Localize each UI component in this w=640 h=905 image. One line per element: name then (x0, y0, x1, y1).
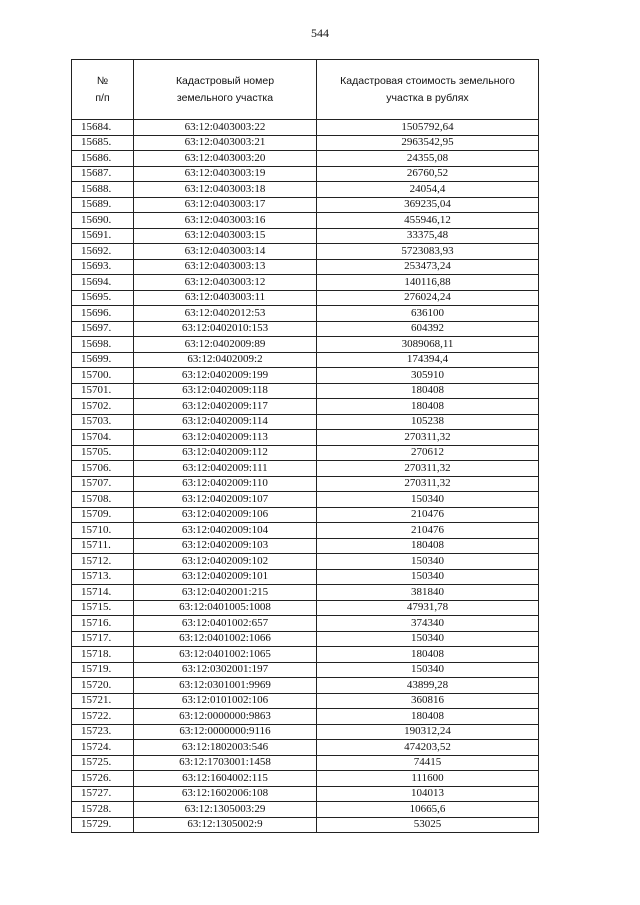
cadastral-value-cell: 3089068,11 (317, 337, 539, 353)
table-row (72, 662, 539, 678)
table-row (72, 476, 539, 492)
row-number-cell: 15727. (72, 786, 134, 802)
row-number-cell: 15688. (72, 182, 134, 198)
table-row (72, 724, 539, 740)
cadastral-value-cell: 24054,4 (317, 182, 539, 198)
table-row (72, 755, 539, 771)
cadastral-value-cell: 604392 (317, 321, 539, 337)
cadastral-value-cell: 381840 (317, 585, 539, 601)
cadastral-number-cell: 63:12:0401002:657 (134, 616, 317, 632)
table-row (72, 414, 539, 430)
header-cadastral-value (317, 60, 539, 120)
cadastral-value-table (71, 59, 539, 833)
table-body (72, 120, 539, 833)
cadastral-value-cell: 150340 (317, 631, 539, 647)
row-number-cell: 15719. (72, 662, 134, 678)
table-row (72, 151, 539, 167)
header-row-number-text: № п/п (95, 74, 110, 104)
cadastral-value-cell: 47931,78 (317, 600, 539, 616)
table-row (72, 383, 539, 399)
row-number-cell: 15707. (72, 476, 134, 492)
row-number-cell: 15685. (72, 135, 134, 151)
cadastral-number-cell: 63:12:0000000:9863 (134, 709, 317, 725)
cadastral-value-cell: 180408 (317, 399, 539, 415)
cadastral-number-cell: 63:12:0302001:197 (134, 662, 317, 678)
cadastral-value-cell: 33375,48 (317, 228, 539, 244)
table-header (72, 60, 539, 120)
cadastral-value-cell: 270311,32 (317, 476, 539, 492)
cadastral-number-cell: 63:12:0402009:111 (134, 461, 317, 477)
cadastral-number-cell: 63:12:0403003:13 (134, 259, 317, 275)
row-number-cell: 15726. (72, 771, 134, 787)
cadastral-value-cell: 210476 (317, 523, 539, 539)
cadastral-number-cell: 63:12:0301001:9969 (134, 678, 317, 694)
table-row (72, 492, 539, 508)
table-row (72, 507, 539, 523)
cadastral-value-cell: 140116,88 (317, 275, 539, 291)
cadastral-value-cell: 270311,32 (317, 461, 539, 477)
row-number-cell: 15711. (72, 538, 134, 554)
cadastral-number-cell: 63:12:1305003:29 (134, 802, 317, 818)
cadastral-number-cell: 63:12:0403003:18 (134, 182, 317, 198)
row-number-cell: 15693. (72, 259, 134, 275)
row-number-cell: 15704. (72, 430, 134, 446)
cadastral-value-cell: 253473,24 (317, 259, 539, 275)
cadastral-value-cell: 636100 (317, 306, 539, 322)
row-number-cell: 15716. (72, 616, 134, 632)
row-number-cell: 15708. (72, 492, 134, 508)
row-number-cell: 15717. (72, 631, 134, 647)
cadastral-value-cell: 150340 (317, 662, 539, 678)
row-number-cell: 15684. (72, 120, 134, 136)
cadastral-value-cell: 2963542,95 (317, 135, 539, 151)
cadastral-value-cell: 150340 (317, 569, 539, 585)
cadastral-number-cell: 63:12:0402009:102 (134, 554, 317, 570)
cadastral-value-cell: 270612 (317, 445, 539, 461)
row-number-cell: 15706. (72, 461, 134, 477)
table-row (72, 166, 539, 182)
cadastral-value-cell: 369235,04 (317, 197, 539, 213)
cadastral-number-cell: 63:12:0401002:1066 (134, 631, 317, 647)
row-number-cell: 15720. (72, 678, 134, 694)
row-number-cell: 15697. (72, 321, 134, 337)
table-row (72, 709, 539, 725)
row-number-cell: 15705. (72, 445, 134, 461)
cadastral-number-cell: 63:12:0402001:215 (134, 585, 317, 601)
cadastral-value-cell: 43899,28 (317, 678, 539, 694)
table-row (72, 120, 539, 136)
table-row (72, 275, 539, 291)
cadastral-number-cell: 63:12:0401005:1008 (134, 600, 317, 616)
table-row (72, 600, 539, 616)
row-number-cell: 15686. (72, 151, 134, 167)
table-row (72, 399, 539, 415)
cadastral-number-cell: 63:12:0403003:19 (134, 166, 317, 182)
cadastral-number-cell: 63:12:0403003:22 (134, 120, 317, 136)
cadastral-number-cell: 63:12:0402009:104 (134, 523, 317, 539)
cadastral-number-cell: 63:12:0402009:106 (134, 507, 317, 523)
row-number-cell: 15712. (72, 554, 134, 570)
table-row (72, 523, 539, 539)
table-row (72, 631, 539, 647)
cadastral-value-cell: 180408 (317, 383, 539, 399)
header-row-number (72, 60, 134, 120)
cadastral-number-cell: 63:12:0403003:12 (134, 275, 317, 291)
table-row (72, 802, 539, 818)
table-row (72, 259, 539, 275)
cadastral-value-cell: 105238 (317, 414, 539, 430)
cadastral-number-cell: 63:12:0402009:118 (134, 383, 317, 399)
cadastral-number-cell: 63:12:0402009:101 (134, 569, 317, 585)
cadastral-value-cell: 180408 (317, 538, 539, 554)
cadastral-value-cell: 111600 (317, 771, 539, 787)
cadastral-number-cell: 63:12:1305002:9 (134, 817, 317, 833)
cadastral-number-cell: 63:12:1602006:108 (134, 786, 317, 802)
cadastral-number-cell: 63:12:0402009:89 (134, 337, 317, 353)
row-number-cell: 15695. (72, 290, 134, 306)
table-row (72, 228, 539, 244)
table-row (72, 786, 539, 802)
table-row (72, 321, 539, 337)
cadastral-number-cell: 63:12:0402009:199 (134, 368, 317, 384)
cadastral-value-cell: 150340 (317, 554, 539, 570)
table-row (72, 461, 539, 477)
cadastral-number-cell: 63:12:0000000:9116 (134, 724, 317, 740)
row-number-cell: 15728. (72, 802, 134, 818)
cadastral-value-cell: 5723083,93 (317, 244, 539, 260)
row-number-cell: 15703. (72, 414, 134, 430)
cadastral-number-cell: 63:12:0403003:14 (134, 244, 317, 260)
cadastral-value-cell: 305910 (317, 368, 539, 384)
header-cadastral-value-text: Кадастровая стоимость земельного участка в рублях (340, 74, 515, 104)
cadastral-value-cell: 26760,52 (317, 166, 539, 182)
cadastral-value-cell: 190312,24 (317, 724, 539, 740)
row-number-cell: 15700. (72, 368, 134, 384)
table-row (72, 352, 539, 368)
cadastral-number-cell: 63:12:0401002:1065 (134, 647, 317, 663)
table-row (72, 740, 539, 756)
table-row (72, 244, 539, 260)
row-number-cell: 15698. (72, 337, 134, 353)
table-row (72, 290, 539, 306)
row-number-cell: 15691. (72, 228, 134, 244)
row-number-cell: 15713. (72, 569, 134, 585)
cadastral-value-cell: 53025 (317, 817, 539, 833)
table-row (72, 678, 539, 694)
table-row (72, 368, 539, 384)
row-number-cell: 15696. (72, 306, 134, 322)
row-number-cell: 15699. (72, 352, 134, 368)
row-number-cell: 15718. (72, 647, 134, 663)
cadastral-number-cell: 63:12:0402009:112 (134, 445, 317, 461)
row-number-cell: 15692. (72, 244, 134, 260)
header-cadastral-number-text: Кадастровый номер земельного участка (175, 74, 275, 104)
cadastral-value-cell: 180408 (317, 709, 539, 725)
table-row (72, 306, 539, 322)
cadastral-value-cell: 474203,52 (317, 740, 539, 756)
cadastral-number-cell: 63:12:0403003:21 (134, 135, 317, 151)
cadastral-value-cell: 180408 (317, 647, 539, 663)
cadastral-number-cell: 63:12:0402009:113 (134, 430, 317, 446)
row-number-cell: 15689. (72, 197, 134, 213)
cadastral-value-cell: 150340 (317, 492, 539, 508)
table-row (72, 585, 539, 601)
row-number-cell: 15702. (72, 399, 134, 415)
cadastral-value-cell: 10665,6 (317, 802, 539, 818)
cadastral-number-cell: 63:12:1703001:1458 (134, 755, 317, 771)
row-number-cell: 15729. (72, 817, 134, 833)
row-number-cell: 15724. (72, 740, 134, 756)
table-row (72, 197, 539, 213)
table-row (72, 817, 539, 833)
row-number-cell: 15725. (72, 755, 134, 771)
table-row (72, 538, 539, 554)
cadastral-number-cell: 63:12:0402009:107 (134, 492, 317, 508)
table-row (72, 693, 539, 709)
table-row (72, 337, 539, 353)
table-row (72, 213, 539, 229)
table-row (72, 430, 539, 446)
cadastral-number-cell: 63:12:0403003:16 (134, 213, 317, 229)
cadastral-number-cell: 63:12:0403003:17 (134, 197, 317, 213)
row-number-cell: 15709. (72, 507, 134, 523)
cadastral-number-cell: 63:12:0403003:11 (134, 290, 317, 306)
cadastral-number-cell: 63:12:0402009:110 (134, 476, 317, 492)
table-row (72, 569, 539, 585)
cadastral-value-cell: 210476 (317, 507, 539, 523)
cadastral-number-cell: 63:12:0402010:153 (134, 321, 317, 337)
cadastral-value-cell: 74415 (317, 755, 539, 771)
table-row (72, 182, 539, 198)
cadastral-value-cell: 174394,4 (317, 352, 539, 368)
header-row (72, 60, 539, 120)
cadastral-value-cell: 1505792,64 (317, 120, 539, 136)
page-number: 544 (311, 26, 329, 40)
table-row (72, 616, 539, 632)
cadastral-value-cell: 24355,08 (317, 151, 539, 167)
row-number-cell: 15690. (72, 213, 134, 229)
cadastral-number-cell: 63:12:0402009:117 (134, 399, 317, 415)
cadastral-number-cell: 63:12:1604002:115 (134, 771, 317, 787)
cadastral-number-cell: 63:12:1802003:546 (134, 740, 317, 756)
cadastral-value-cell: 455946,12 (317, 213, 539, 229)
table-row (72, 554, 539, 570)
cadastral-value-cell: 374340 (317, 616, 539, 632)
cadastral-number-cell: 63:12:0402012:53 (134, 306, 317, 322)
table-row (72, 135, 539, 151)
row-number-cell: 15710. (72, 523, 134, 539)
row-number-cell: 15687. (72, 166, 134, 182)
row-number-cell: 15715. (72, 600, 134, 616)
table-row (72, 771, 539, 787)
cadastral-number-cell: 63:12:0101002:106 (134, 693, 317, 709)
cadastral-number-cell: 63:12:0402009:103 (134, 538, 317, 554)
cadastral-number-cell: 63:12:0402009:114 (134, 414, 317, 430)
table-row (72, 647, 539, 663)
header-cadastral-number (134, 60, 317, 120)
cadastral-number-cell: 63:12:0402009:2 (134, 352, 317, 368)
row-number-cell: 15721. (72, 693, 134, 709)
cadastral-number-cell: 63:12:0403003:15 (134, 228, 317, 244)
row-number-cell: 15694. (72, 275, 134, 291)
row-number-cell: 15714. (72, 585, 134, 601)
table-row (72, 445, 539, 461)
cadastral-number-cell: 63:12:0403003:20 (134, 151, 317, 167)
cadastral-value-cell: 270311,32 (317, 430, 539, 446)
cadastral-value-cell: 104013 (317, 786, 539, 802)
row-number-cell: 15722. (72, 709, 134, 725)
cadastral-value-cell: 276024,24 (317, 290, 539, 306)
cadastral-value-cell: 360816 (317, 693, 539, 709)
row-number-cell: 15723. (72, 724, 134, 740)
row-number-cell: 15701. (72, 383, 134, 399)
